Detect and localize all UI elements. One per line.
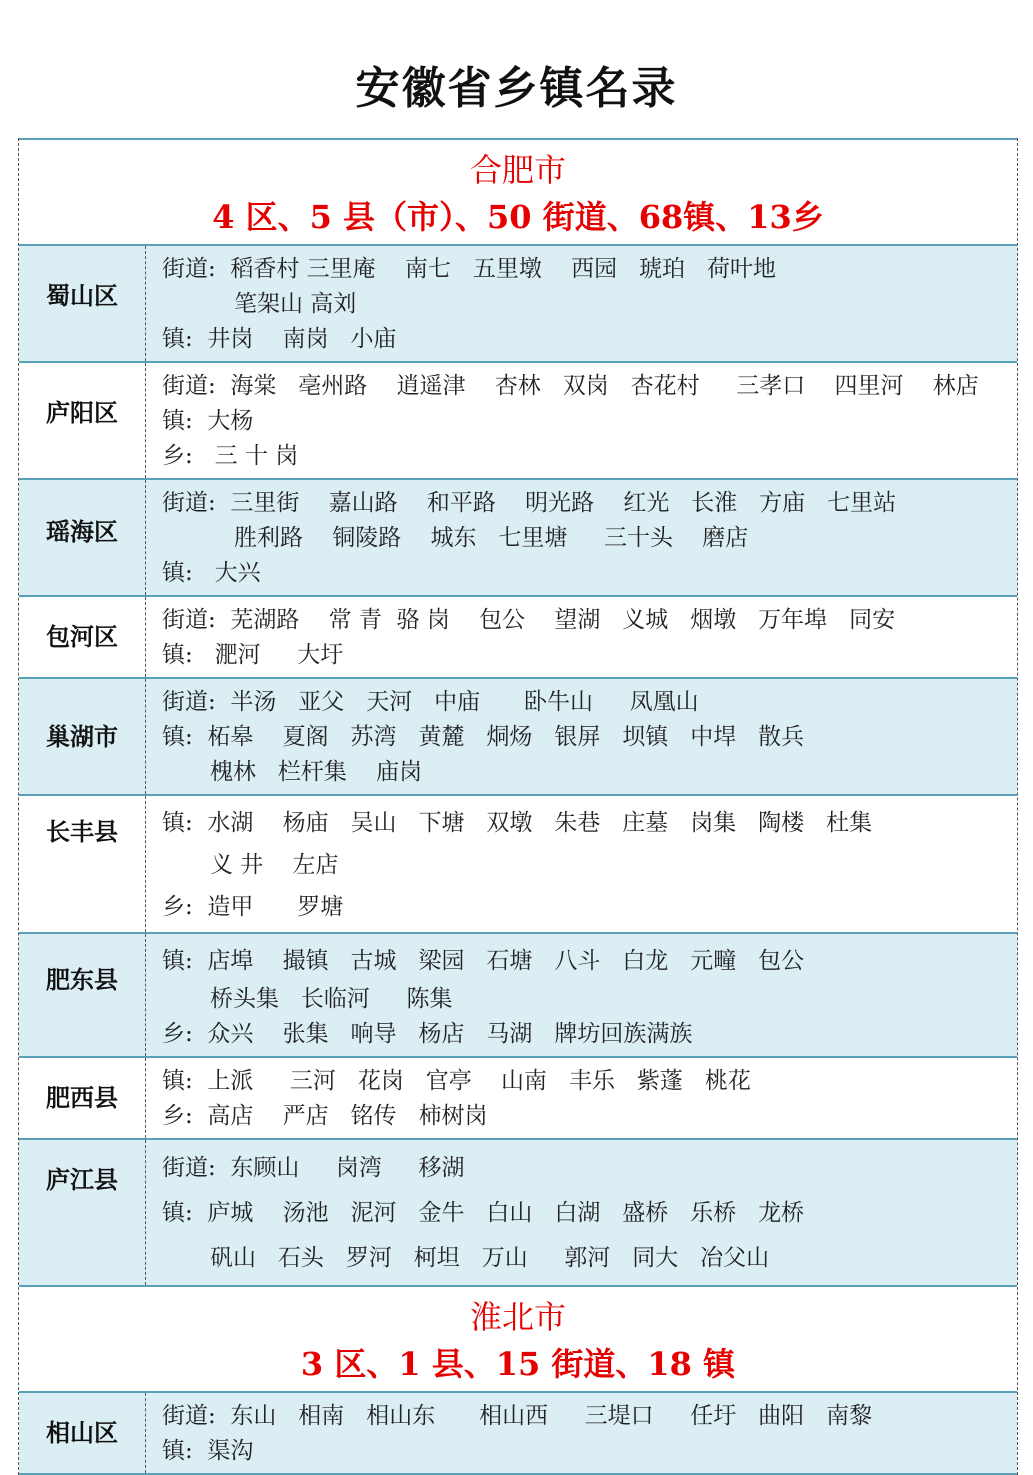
district-line: 乡: 众兴 张集 响导 杨店 马湖 牌坊回族满族 bbox=[162, 1021, 693, 1047]
district-line: 乡: 三 十 岗 bbox=[162, 443, 299, 469]
district-line: 镇: 淝河 大圩 bbox=[162, 642, 344, 668]
district-row-changfeng bbox=[19, 794, 1017, 932]
district-line: 镇: 渠沟 bbox=[162, 1438, 254, 1464]
district-name: 肥东县 bbox=[19, 934, 146, 1056]
district-line: 乡: 造甲 罗塘 bbox=[162, 894, 344, 920]
district-line: 笔架山 高刘 bbox=[234, 291, 357, 317]
district-content bbox=[146, 1393, 1017, 1473]
district-line: 镇: 大兴 bbox=[162, 560, 261, 586]
district-content bbox=[146, 934, 1017, 1056]
district-name: 蜀山区 bbox=[19, 246, 146, 361]
district-line: 街道: 半汤 亚父 天河 中庙 卧牛山 凤凰山 bbox=[162, 689, 699, 715]
district-name: 庐江县 bbox=[19, 1140, 146, 1285]
district-line: 街道: 三里街 嘉山路 和平路 明光路 红光 长淮 方庙 七里站 bbox=[162, 490, 897, 516]
district-line: 街道: 东顾山 岗湾 移湖 bbox=[162, 1155, 465, 1181]
district-content bbox=[146, 1140, 1017, 1285]
page-title: 安徽省乡镇名录 bbox=[355, 63, 678, 114]
district-content bbox=[146, 480, 1017, 595]
district-line: 胜利路 铜陵路 城东 七里塘 三十头 磨店 bbox=[234, 525, 749, 551]
district-content bbox=[146, 679, 1017, 794]
district-line: 镇: 柘皋 夏阁 苏湾 黄麓 烔炀 银屏 坝镇 中垾 散兵 bbox=[162, 724, 805, 750]
district-content bbox=[146, 363, 1017, 478]
city-stats: 4 区、5 县（市）、50 街道、68镇、13乡 bbox=[212, 198, 824, 236]
township-table bbox=[18, 138, 1018, 1475]
district-line: 镇: 大杨 bbox=[162, 408, 254, 434]
district-line: 街道: 东山 相南 相山东 相山西 三堤口 任圩 曲阳 南黎 bbox=[162, 1403, 873, 1429]
city-name: 合肥市 bbox=[469, 151, 566, 189]
district-line: 槐林 栏杆集 庙岗 bbox=[210, 759, 423, 785]
district-name: 包河区 bbox=[19, 597, 146, 677]
district-row-feidong bbox=[19, 932, 1017, 1056]
district-line: 街道: 芜湖路 常 青 骆 岗 包公 望湖 义城 烟墩 万年埠 同安 bbox=[162, 607, 896, 633]
district-line: 乡: 高店 严店 铭传 柿树岗 bbox=[162, 1103, 488, 1129]
district-line: 镇: 店埠 撮镇 古城 梁园 石塘 八斗 白龙 元疃 包公 bbox=[162, 948, 805, 974]
district-name: 巢湖市 bbox=[19, 679, 146, 794]
district-row-feixi bbox=[19, 1056, 1017, 1138]
city-stats: 3 区、1 县、15 街道、18 镇 bbox=[300, 1345, 736, 1383]
district-line: 镇: 水湖 杨庙 吴山 下塘 双墩 朱巷 庄墓 岗集 陶楼 杜集 bbox=[162, 810, 873, 836]
district-line: 义 井 左店 bbox=[210, 852, 339, 878]
district-name: 瑶海区 bbox=[19, 480, 146, 595]
district-line: 桥头集 长临河 陈集 bbox=[210, 986, 453, 1012]
district-row-luyang bbox=[19, 361, 1017, 478]
district-row-lujiang bbox=[19, 1138, 1017, 1285]
district-line: 镇: 井岗 南岗 小庙 bbox=[162, 326, 397, 352]
district-name: 相山区 bbox=[19, 1393, 146, 1473]
district-line: 街道: 稻香村 三里庵 南七 五里墩 西园 琥珀 荷叶地 bbox=[162, 256, 776, 282]
district-line: 街道: 海棠 亳州路 逍遥津 杏林 双岗 杏花村 三孝口 四里河 林店 bbox=[162, 373, 979, 399]
district-line: 矾山 石头 罗河 柯坦 万山 郭河 同大 冶父山 bbox=[210, 1245, 770, 1271]
district-row-yaohai bbox=[19, 478, 1017, 595]
district-content bbox=[146, 246, 1017, 361]
district-row-baohe bbox=[19, 595, 1017, 677]
district-line: 镇: 上派 三河 花岗 官亭 山南 丰乐 紫蓬 桃花 bbox=[162, 1068, 751, 1094]
city-name: 淮北市 bbox=[469, 1298, 566, 1336]
district-name: 肥西县 bbox=[19, 1058, 146, 1138]
district-row-chaohu bbox=[19, 677, 1017, 794]
city-header-huaibei bbox=[19, 1285, 1017, 1391]
district-content bbox=[146, 796, 1017, 932]
district-content bbox=[146, 1058, 1017, 1138]
district-row-shushan bbox=[19, 244, 1017, 361]
district-name: 长丰县 bbox=[19, 796, 146, 932]
city-header-hefei bbox=[19, 138, 1017, 244]
district-content bbox=[146, 597, 1017, 677]
district-row-xiangshan bbox=[19, 1391, 1017, 1475]
district-name: 庐阳区 bbox=[19, 363, 146, 478]
district-line: 镇: 庐城 汤池 泥河 金牛 白山 白湖 盛桥 乐桥 龙桥 bbox=[162, 1200, 805, 1226]
